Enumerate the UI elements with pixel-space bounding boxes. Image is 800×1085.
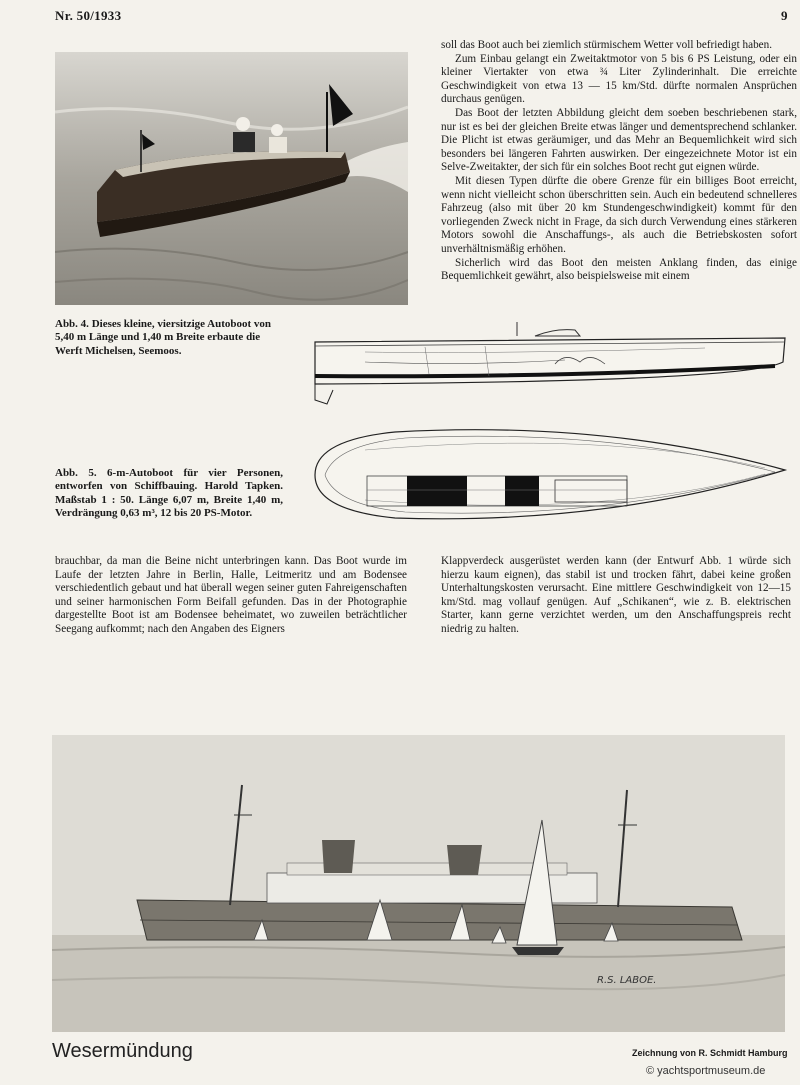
text-column-bottom-left bbox=[55, 555, 407, 637]
paragraph: Klappverdeck ausgerüstet werden kann (der Entwurf Abb. 1 würde sich hierzu kaum eignen), das stabil ist und trocken fährt, dabei keine großen Unterhaltungskosten verursacht. Eine mittlere Geschwindigkeit von 12—15 km/Std. mag vollauf genügen. Auf „Schikanen“, wie z. B. elektrischen Starter, kann gerne verzichtet werden, um den Anschaffungspreis recht niedrig zu halten. bbox=[441, 555, 791, 635]
illustration-credit: Zeichnung von R. Schmidt Hamburg bbox=[632, 1048, 788, 1058]
paragraph: Sicherlich wird das Boot den meisten Anklang finden, das einige Bequemlichkeit gewährt, also beispielsweise mit einem bbox=[441, 256, 797, 283]
caption-figure-4 bbox=[55, 318, 285, 358]
motorboat-photo-image bbox=[55, 52, 408, 305]
caption-label: Abb. 4. bbox=[55, 318, 89, 330]
boat-side-elevation-drawing bbox=[305, 322, 795, 412]
artist-signature: R.S. LABOE. bbox=[597, 975, 657, 986]
caption-label: Abb. 5. bbox=[55, 467, 97, 479]
page-number: 9 bbox=[781, 8, 788, 23]
paragraph: Das Boot der letzten Abbildung gleicht dem soeben beschriebenen stark, nur ist es bei der gleichen Breite etwas länger und dementsprechend schlanker. Die Plicht ist etwas geräumiger, und das Mehr an Bequemlichkeit wird sich besonders bei längeren Fahrten auswirken. Der eingezeichnete Motor ist ein Selve-Zweitakter, der sich für ein solches Boot recht gut eignen würde. bbox=[441, 106, 797, 174]
illustration-ship bbox=[52, 735, 785, 1032]
boat-plan-view-drawing bbox=[305, 420, 795, 530]
illustration-title: Wesermündung bbox=[52, 1040, 193, 1062]
text-column-bottom-right bbox=[441, 555, 791, 637]
photo-motorboat bbox=[55, 52, 408, 305]
caption-figure-5 bbox=[55, 467, 283, 521]
ocean-liner-drawing bbox=[52, 735, 785, 1032]
text-column-top-right bbox=[441, 39, 797, 284]
caption-text: 6-m-Autoboot für vier Personen, entworfen von Schiffbauing. Harold Tapken. Maßstab 1 : 50. Länge 6,07 m, Breite 1,40 m, Verdrängung 0,63 m³, 12 bis 20 PS-Motor. bbox=[55, 467, 284, 520]
paragraph: soll das Boot auch bei ziemlich stürmischem Wetter voll befriedigt haben. bbox=[441, 39, 773, 51]
watermark: © yachtsportmuseum.de bbox=[646, 1065, 766, 1077]
caption-text: Dieses kleine, viersitzige Autoboot von 5,40 m Länge und 1,40 m Breite erbaute die Werft Michelsen, Seemoos. bbox=[55, 318, 272, 357]
paragraph: brauchbar, da man die Beine nicht unterbringen kann. Das Boot wurde im Laufe der letzten Jahre in Berlin, Halle, Leitmeritz und am Bodensee verschiedentlich gebaut und hat überall wegen seiner guten Fahreigenschaften und seiner harmonischen Form Beifall gefunden. Das in der Photographie dargestellte Boot ist am Bodensee beheimatet, wo zuweilen beträchtlicher Seegang aufkommt; nach den Angaben des Eigners bbox=[55, 555, 407, 635]
paragraph: Mit diesen Typen dürfte die obere Grenze für ein billiges Boot erreicht, wenn nicht vielleicht schon überschritten sein. Auch ein bedeutend schnelleres Fahrzeug (also mit über 20 km Stundengeschwindigkeit) kommt für den vorliegenden Zweck nicht in Frage, da sich durch Verwendung eines stärkeren Motors sowohl die Anschaffungs-, als auch die Betriebskosten sofort unverhältnismäßig erhöhen. bbox=[441, 174, 797, 255]
issue-number: Nr. 50/1933 bbox=[55, 8, 122, 23]
paragraph: Zum Einbau gelangt ein Zweitaktmotor von 5 bis 6 PS Leistung, oder ein kleiner Viertakter von etwa ¾ Liter Zylinderinhalt. Die erreichte Geschwindigkeit von etwa 13 — 15 km/Std. dürfte normalen Ansprüchen durchaus genügen. bbox=[441, 52, 797, 106]
